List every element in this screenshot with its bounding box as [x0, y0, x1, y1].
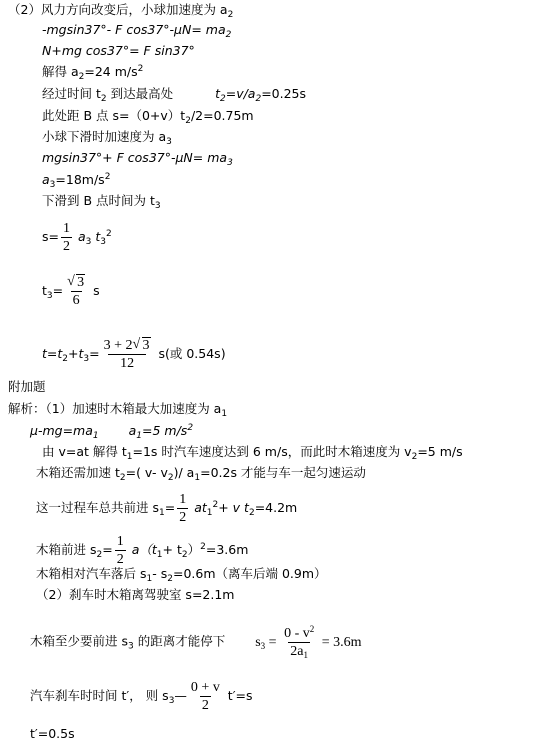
sqrt-symbol: √ 3 [133, 338, 151, 353]
box-distance: 木箱前进 $s_2=$ $\frac{1}{2}$ $a(t_1+ t_2)^2=3.6m$ [36, 534, 249, 567]
box-stopping-distance: 木箱至少要前进 $s_3$ 的距离才能停下 $s_3$ = $\frac{0 - v^2}{2a_1}$ = 3.6m [30, 624, 362, 660]
fraction-one-half: $\frac{1}{2}$ [116, 534, 124, 567]
car-braking-time: 汽车刹车时时间 t′， 则 $s_3—$ $\frac{0 + v}{2}$ t′=s [30, 680, 253, 713]
fraction-average-velocity: $\frac{0 + v}{2}$ [190, 680, 220, 713]
result-a3: $a_3=18m/s^2$ [42, 172, 111, 190]
result-total-time: $t=t_2+t_3=$ $\frac{3 + 2√ 3}{12}$ s(或 0.54s) [42, 338, 226, 371]
car-and-box-velocities: 由 v=at 解得 $t_1=1s$ 时汽车速度达到 6 m/s，而此时木箱速度为 $v_2=5$ m/s [42, 444, 463, 462]
relative-lag: 木箱相对汽车落后 $s_1-$ $s_2=0.6m$（离车后端 0.9m） [36, 566, 327, 584]
sliding-down-acceleration-label: 小球下滑时加速度为 $a_3$ [42, 129, 172, 147]
sqrt-symbol: √ 3 [67, 275, 85, 290]
equation-friction-max-accel: $\mu-mg=ma_1$ $a_1=5$ $m/s^2$ [30, 423, 194, 441]
car-total-distance: 这一过程车总共前进 $s_1=$ $\frac{1}{2}$ $at_1^2+ v$ $t_2=4.2m$ [36, 492, 298, 525]
result-braking-time: t′=0.5s [30, 726, 75, 741]
result-a2: 解得 $a_2=24$ $m/s^2$ [42, 64, 144, 82]
fraction-total-time: $\frac{3 + 2√ 3}{12}$ [102, 338, 153, 371]
equation-s-half-a-t2: s= $\frac{1}{2}$ $a_3$ $t_3^2$ [42, 221, 112, 254]
box-extra-acceleration-time: 木箱还需加速 $t_2=$( v- $v_2)/$ $a_1=0.2s$ 才能与车一起匀速运动 [36, 465, 366, 483]
fraction-one-half: $\frac{1}{2}$ [63, 221, 70, 254]
distance-from-B: 此处距 B 点 $s=(0+v)t_2/2=0.75m$ [42, 108, 254, 126]
analysis-part1: 解析：（1）加速时木箱最大加速度为 $a_1$ [8, 401, 228, 419]
fraction-stopping-distance: $\frac{0 - v^2}{2a_1}$ [284, 624, 315, 660]
fraction-one-half: $\frac{1}{2}$ [179, 492, 187, 525]
time-to-highest-point: 经过时间 $t_2$ 到达最高处 $t_2=v/a_2=0.25s$ [42, 86, 307, 104]
fraction-sqrt3-over-6: √ $\frac{3}{6}$ [65, 275, 87, 308]
equation-force-along-incline: -mgsin37°- F $\cos 37^\circ-\mu N= ma_2$ [42, 22, 232, 40]
result-t3: $t_3=$ √ $\frac{3}{6}$ s [42, 275, 100, 308]
part2-heading: （2）风力方向改变后，小球加速度为 $a_2$ [8, 2, 234, 20]
time-to-B-label: 下滑到 B 点时间为 $t_3$ [42, 193, 161, 211]
analysis-part2: （2）刹车时木箱离驾驶室 s=2.1m [36, 587, 235, 602]
equation-normal-force: N+mg cos37°= F sin37° [42, 43, 195, 58]
equation-sliding-down: mgsin37°+ F $\cos 37^\circ-\mu N= ma_3$ [42, 150, 233, 168]
extra-problem-heading: 附加题 [8, 379, 46, 394]
